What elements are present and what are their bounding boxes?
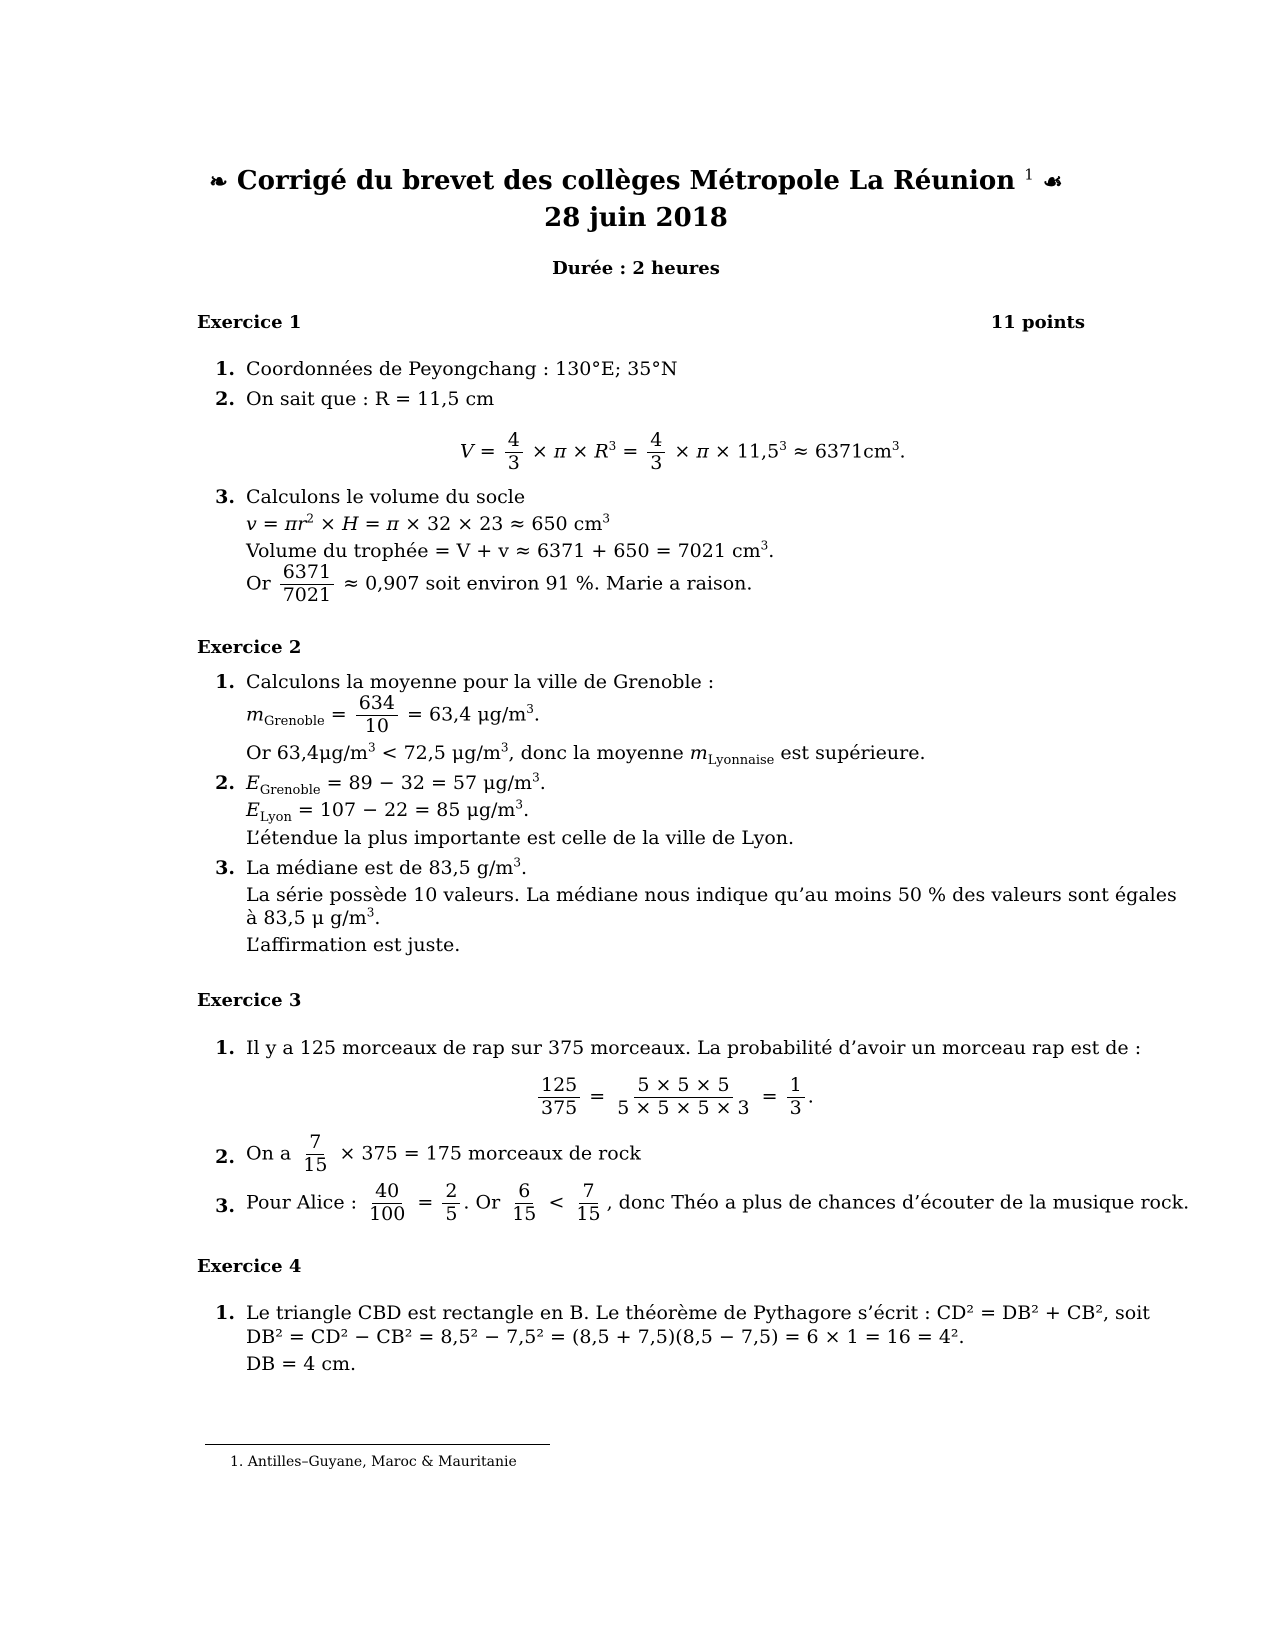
ex1-q3-fraction: $\frac{6371}{7021}$ <box>280 562 334 607</box>
ex2-q2-conclusion: L’étendue la plus importante est celle de la ville de Lyon. <box>246 827 795 849</box>
ex1-q3-total-text: Volume du trophée = V + v ≈ 6371 + 650 = 7021 cm <box>246 540 761 562</box>
ex4-q1-number: 1. <box>215 1302 235 1324</box>
footnote: 1. Antilles–Guyane, Maroc & Mauritanie <box>230 1454 517 1470</box>
ex1-q1-number: 1. <box>215 358 235 380</box>
ex4-q1-line2: DB² = CD² − CB² = 8,5² − 7,5² = (8,5 + 7,5)(8,5 − 7,5) = 6 × 1 = 16 = 4². <box>246 1326 965 1348</box>
footnote-divider <box>205 1444 550 1445</box>
ex2-q3-conclusion: L’affirmation est juste. <box>246 934 461 956</box>
ex2-q1-mean-formula: $m_{Grenoble}$ = $\frac{634}{10}$ = 63,4 $\mu g/m^3$. <box>246 692 540 737</box>
ex3-q2-number: 2. <box>215 1146 235 1168</box>
ex4-q1-line1: Le triangle CBD est rectangle en B. Le théorème de Pythagore s’écrit : CD² = DB² + CB², soit <box>246 1302 1150 1324</box>
ex2-q1-number: 1. <box>215 671 235 693</box>
ex3-q3-number: 3. <box>215 1195 235 1217</box>
ex3-q3-text: Pour Alice : $\frac{40}{100}$ = $\frac{2}{5}$ . Or $\frac{6}{15}$ < $\frac{7}{15}$ , donc Théo a plus de chances d’écouter de la musique rock. <box>246 1180 1190 1225</box>
ex4-q1-line3: DB = 4 cm. <box>246 1353 357 1375</box>
ex2-q3-median: La médiane est de 83,5 $g/m^3$. <box>246 855 528 879</box>
ex4-title: Exercice 4 <box>197 1256 302 1277</box>
ex1-q1-text: Coordonnées de Peyongchang : 130°E; 35°N <box>246 358 678 380</box>
duration: Durée : 2 heures <box>552 258 720 279</box>
ex3-q1-number: 1. <box>215 1037 235 1059</box>
ex2-q3-explanation: La série possède 10 valeurs. La médiane nous indique qu’au moins 50 % des valeurs sont égales <box>246 884 1177 906</box>
ex1-q3-number: 3. <box>215 486 235 508</box>
ex2-q1-comparison: Or $63,4\mu g/m^3 < 72,5$ $\mu g/m^3$, donc la moyenne $m_{Lyonnaise}$ est supérieure. <box>246 740 926 768</box>
ex3-q2-text: On a $\frac{7}{15}$ × 375 = 175 morceaux de rock <box>246 1131 641 1176</box>
ex1-q2-number: 2. <box>215 388 235 410</box>
ex3-q1-text: Il y a 125 morceaux de rap sur 375 morceaux. La probabilité d’avoir un morceau rap est de : <box>246 1037 1142 1059</box>
ex1-q3-text: Calculons le volume du socle <box>246 486 526 508</box>
title-line1: Corrigé du brevet des collèges Métropole La Réunion <box>236 166 1016 196</box>
ex1-sphere-volume-formula: V = $\frac{4}{3}$ × $\pi \times R^3$ = $\frac{4}{3}$ × $\pi \times 11,5^3 \approx 6371cm^3$. <box>460 429 906 474</box>
ex2-title: Exercice 2 <box>197 637 302 658</box>
ex2-q2-grenoble: $E_{Grenoble} = 89 - 32 = 57$ $\mu g/m^3$. <box>246 770 546 798</box>
ex2-q1-text: Calculons la moyenne pour la ville de Grenoble : <box>246 671 715 693</box>
ex2-q2-number: 2. <box>215 772 235 794</box>
ex1-points: 11 points <box>990 312 1085 333</box>
ornament-right-icon: ☙ <box>1042 169 1063 195</box>
title-date: 28 juin 2018 <box>544 203 728 233</box>
footnote-mark: 1 <box>1024 165 1034 184</box>
ex2-q3-number: 3. <box>215 857 235 879</box>
ex1-q3-or: Or <box>246 572 271 595</box>
ex3-q1-probability: $\frac{125}{375}$ = $\frac{5 \times 5 \times 5}{5 \times 5 \times 5 \times 3}$ = $\frac{1}{3}$ . <box>535 1075 814 1120</box>
ex1-q3-total-volume: Volume du trophée = V + v ≈ 6371 + 650 = 7021 $cm^3$. <box>246 538 775 562</box>
ex1-q3-conclusion: ≈ 0,907 soit environ 91 %. Marie a raison. <box>343 572 753 595</box>
ex1-q3-ratio <box>246 562 752 607</box>
ex2-q2-lyon: $E_{Lyon} = 107 - 22 = 85$ $\mu g/m^3$. <box>246 797 530 825</box>
ex1-q3-socle-formula: $v = \pi r^2 \times H = \pi \times 32 \times 23 \approx 650$ $cm^3$ <box>246 511 610 535</box>
ex3-title: Exercice 3 <box>197 990 302 1011</box>
document-title <box>205 166 1067 196</box>
ex2-q3-value: à 83,5 μ $g/m^3$. <box>246 905 381 929</box>
ex1-q2-text: On sait que : R = 11,5 cm <box>246 388 495 410</box>
ornament-left-icon: ❧ <box>209 169 228 195</box>
ex1-title: Exercice 1 <box>197 312 302 333</box>
